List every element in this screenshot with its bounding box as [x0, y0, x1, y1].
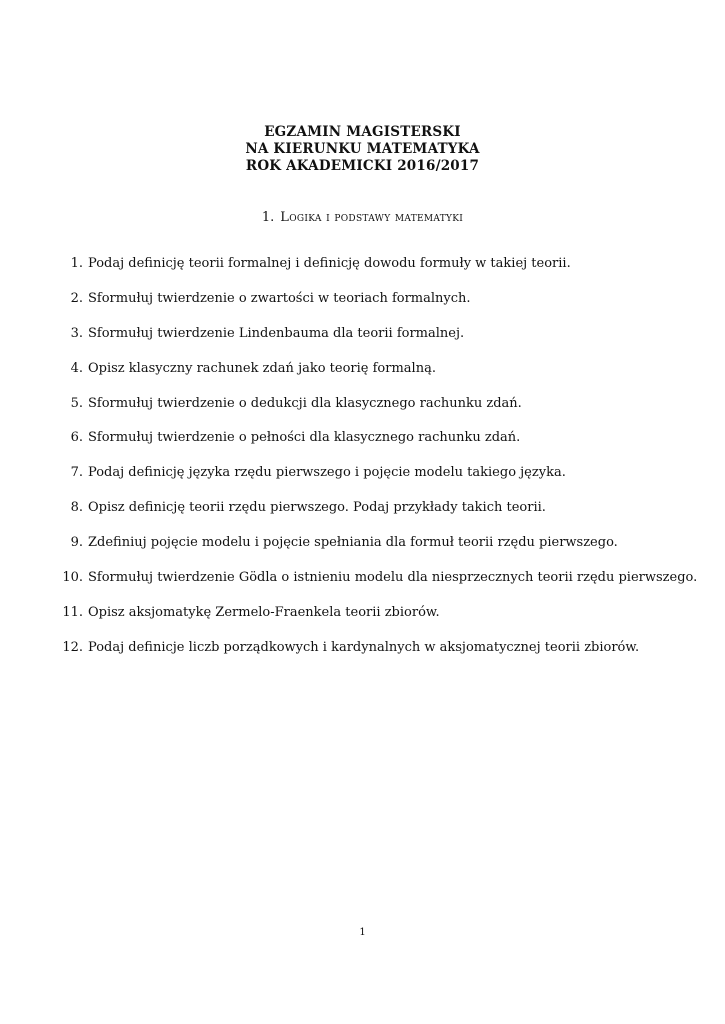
question-item — [58, 428, 668, 463]
page-number: 1 — [359, 927, 366, 938]
question-text: Opisz aksjomatykę Zermelo-Fraenkela teorii zbiorów. — [88, 604, 440, 620]
title-line: NA KIERUNKU MATEMATYKA — [245, 141, 480, 157]
question-item — [58, 463, 668, 498]
question-text: Podaj definicję języka rzędu pierwszego i pojęcie modelu takiego języka. — [88, 465, 566, 481]
exam-title — [0, 124, 725, 175]
question-number: 4. — [70, 360, 83, 376]
question-number: 10. — [62, 570, 83, 586]
section-number: 1. — [261, 210, 275, 225]
question-text: Sformułuj twierdzenie o dedukcji dla klasycznego rachunku zdań. — [88, 395, 522, 411]
question-item — [58, 568, 698, 603]
question-item — [58, 638, 668, 673]
question-text: Podaj definicję teorii formalnej i definicję dowodu formuły w takiej teorii. — [88, 256, 571, 271]
question-text: Sformułuj twierdzenie o pełności dla klasycznego rachunku zdań. — [88, 430, 521, 446]
question-item — [58, 498, 668, 533]
question-number: 7. — [70, 465, 83, 481]
question-number: 9. — [70, 535, 83, 551]
title-line: ROK AKADEMICKI 2016/2017 — [245, 158, 480, 174]
question-number: 5. — [70, 395, 83, 411]
title-line: EGZAMIN MAGISTERSKI — [264, 124, 461, 140]
question-number: 6. — [70, 430, 83, 446]
section-name: Logika i podstawy matematyki — [280, 210, 464, 225]
question-text: Sformułuj twierdzenie Gödla o istnieniu modelu dla niesprzecznych teorii rzędu pierwszego. — [88, 570, 698, 586]
question-text: Zdefiniuj pojęcie modelu i pojęcie spełniania dla formuł teorii rzędu pierwszego. — [88, 535, 618, 551]
section-heading — [0, 209, 725, 227]
question-text: Opisz definicję teorii rzędu pierwszego. Podaj przykłady takich teorii. — [88, 500, 546, 516]
question-number: 11. — [62, 604, 83, 620]
question-item — [58, 254, 668, 289]
question-item — [58, 533, 668, 568]
question-number: 2. — [70, 290, 83, 306]
question-item — [58, 289, 668, 324]
question-item — [58, 324, 668, 359]
question-number: 8. — [70, 500, 83, 516]
question-text: Opisz klasyczny rachunek zdań jako teorię formalną. — [88, 360, 436, 376]
question-item — [58, 359, 668, 394]
question-list — [58, 254, 698, 673]
question-text: Sformułuj twierdzenie Lindenbauma dla teorii formalnej. — [88, 325, 465, 341]
question-item — [58, 394, 668, 429]
question-number: 3. — [70, 325, 83, 341]
question-item — [58, 603, 668, 638]
question-text: Podaj definicje liczb porządkowych i kardynalnych w aksjomatycznej teorii zbiorów. — [88, 639, 640, 655]
question-text: Sformułuj twierdzenie o zwartości w teoriach formalnych. — [88, 290, 471, 306]
question-number: 12. — [62, 639, 83, 655]
question-number: 1. — [70, 256, 83, 271]
